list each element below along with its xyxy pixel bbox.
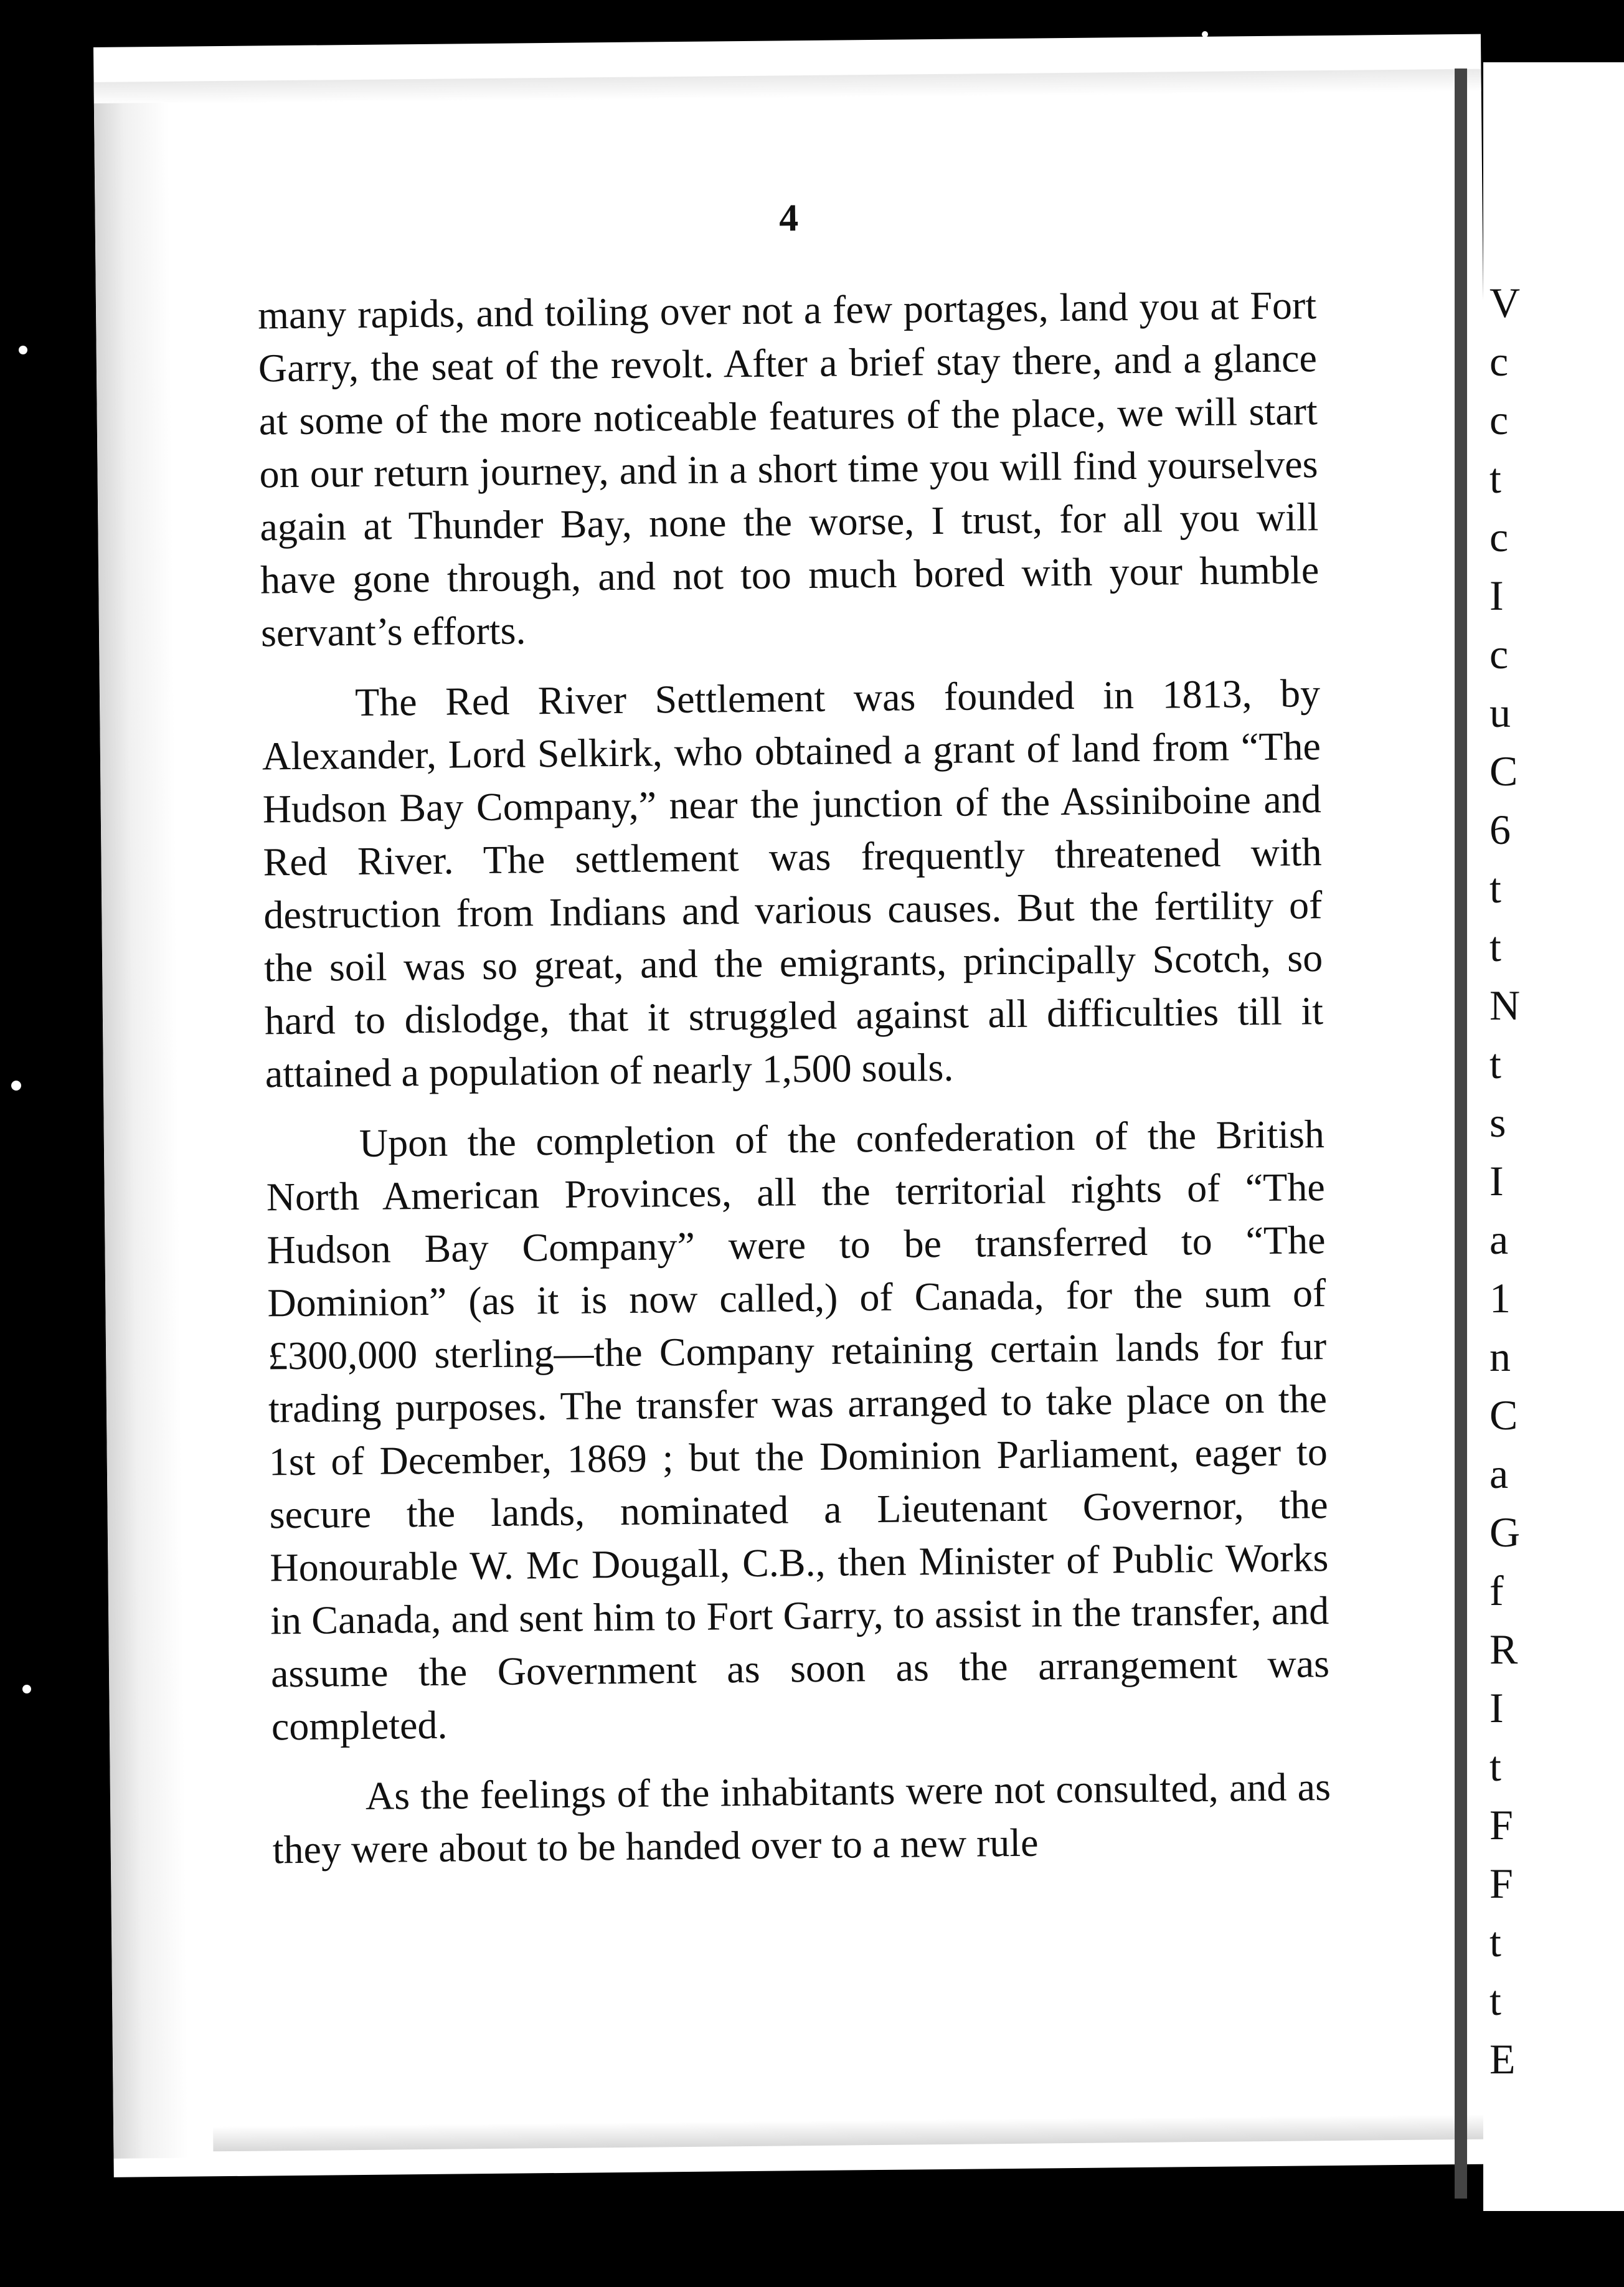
scan-speck <box>1202 31 1208 37</box>
adjacent-page-letter: F <box>1489 1860 1513 1907</box>
adjacent-page-letter: C <box>1489 1391 1518 1439</box>
adjacent-page-letter: E <box>1489 2035 1516 2083</box>
page-number: 4 <box>778 197 799 240</box>
adjacent-page-letter: t <box>1489 1040 1501 1087</box>
adjacent-page-letter: C <box>1489 747 1518 795</box>
adjacent-page-letter: F <box>1489 1801 1513 1849</box>
page-top-edge <box>94 69 1481 105</box>
adjacent-page-letter: V <box>1489 279 1521 326</box>
adjacent-page-letter: G <box>1489 1508 1521 1556</box>
scan-speck <box>19 346 27 354</box>
scan-speck <box>11 1081 21 1091</box>
adjacent-page-letter: R <box>1489 1626 1518 1673</box>
adjacent-page-letter: c <box>1489 338 1509 385</box>
adjacent-page-letter: N <box>1489 982 1521 1029</box>
paragraph-feelings-of-inhabitants: As the feelings of the inhabitants were not consulted, and as they were about to be handed over to a new rule <box>272 1764 1331 1872</box>
scan-speck <box>22 1685 31 1693</box>
adjacent-page-letter: t <box>1489 923 1501 970</box>
adjacent-page-edge <box>1483 62 1624 2211</box>
adjacent-page-letter: s <box>1489 1099 1506 1146</box>
adjacent-page-letter: c <box>1489 630 1509 678</box>
adjacent-page-letter: t <box>1489 455 1501 502</box>
page-bottom-edge <box>213 2114 1483 2152</box>
adjacent-page-letter: a <box>1489 1450 1509 1497</box>
adjacent-page-letter: t <box>1489 1977 1501 2024</box>
adjacent-page-letter: I <box>1489 572 1504 619</box>
adjacent-page-letter: 1 <box>1489 1274 1511 1322</box>
adjacent-page-letter: t <box>1489 1918 1501 1966</box>
adjacent-page-letter: I <box>1489 1157 1504 1205</box>
page-left-edge <box>94 103 189 2159</box>
body-text <box>258 278 1332 1893</box>
adjacent-page-letter: t <box>1489 1743 1501 1790</box>
adjacent-page-letter: a <box>1489 1216 1509 1263</box>
scanned-page <box>93 34 1501 2177</box>
adjacent-page-letter: t <box>1489 864 1501 912</box>
paragraph-continuation: many rapids, and toiling over not a few portages, land you at Fort Garry, the seat of the revolt. After a brief stay there, and a glance at some of the more noticeable features of the place, we will start on our return journey, and in a short time you will find yourselves again at Thunder Bay, none the worse, I trust, for all you will have gone through, and not too much bored with your humble servant’s efforts. <box>257 283 1320 655</box>
adjacent-page-letter: u <box>1489 689 1511 736</box>
adjacent-page-letter: c <box>1489 513 1509 561</box>
adjacent-page-letter: 6 <box>1489 806 1511 853</box>
paragraph-confederation: Upon the completion of the confederation of the British North American Provinces, all the territorial rights of “The Hudson Bay Company” were to be transferred to “The Dominion” (as it is now called,) of Canada, for the sum of £300,000 sterling—the Company retaining certain lands for fur trading purposes. The transfer was arranged to take place on the 1st of December, 1869 ; but the Dominion Parliament, eager to secure the lands, nominated a Lieutenant Governor, the Honourable W. Mc Dougall, C.B., then Minister of Public Works in Canada, and sent him to Fort Garry, to assist in the transfer, and assume the Government as soon as the arrangement was completed. <box>266 1112 1330 1749</box>
adjacent-page-letter: I <box>1489 1684 1504 1731</box>
paragraph-red-river-settlement: The Red River Settlement was founded in 1813, by Alexander, Lord Selkirk, who obtained a grant of land from “The Hudson Bay Company,” near the junction of the Assiniboine and Red River. The settlement was frequently threatened with destruction from Indians and various causes. But the fertility of the soil was so great, and the emigrants, principally Scotch, so hard to dislodge, that it struggled against all difficulties till it attained a population of nearly 1,500 souls. <box>262 671 1324 1096</box>
adjacent-page-letter: n <box>1489 1333 1511 1380</box>
book-binding-gutter <box>1455 69 1467 2199</box>
adjacent-page-letter: f <box>1489 1567 1504 1614</box>
adjacent-page-letter: c <box>1489 396 1509 443</box>
